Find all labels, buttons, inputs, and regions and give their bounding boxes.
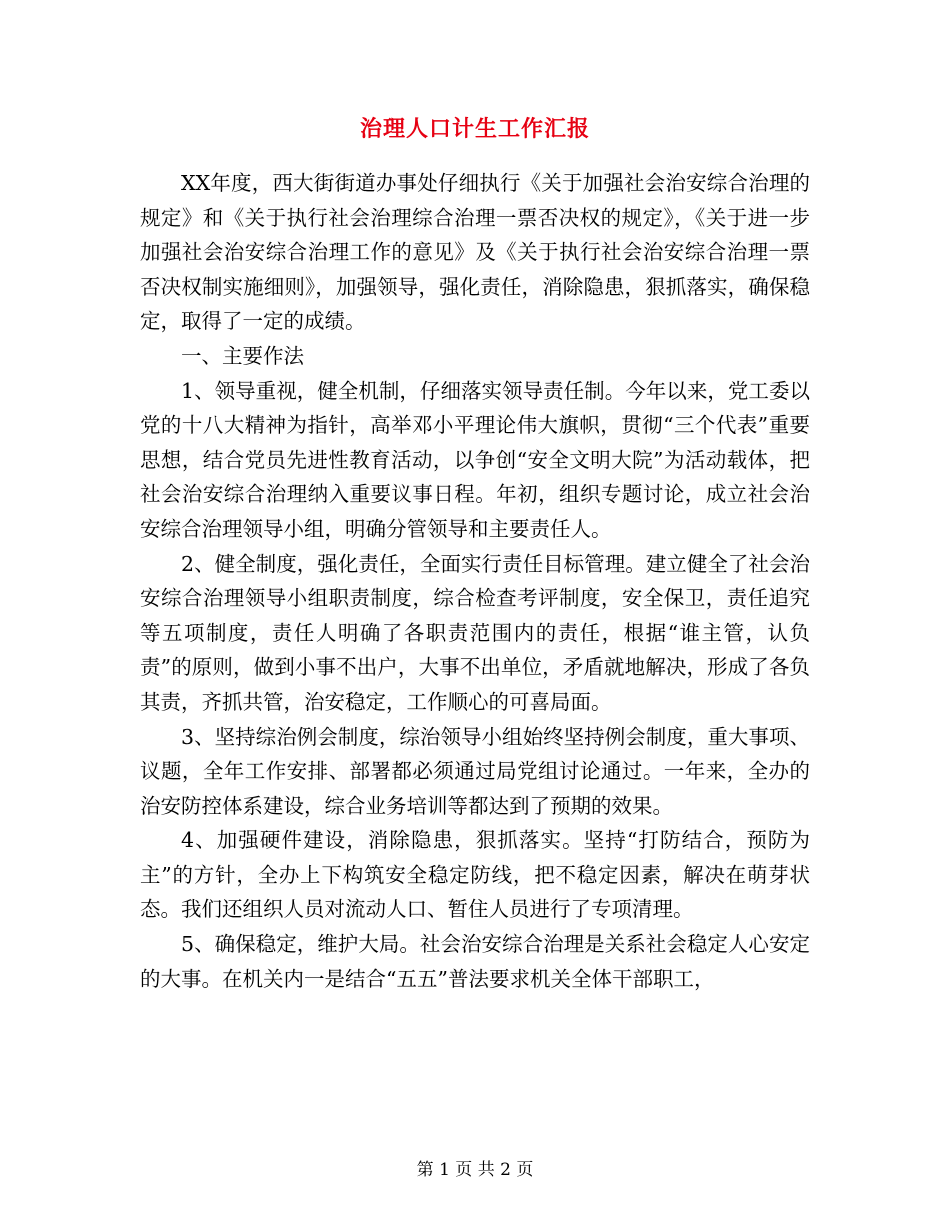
paragraph-intro: XX年度，西大街街道办事处仔细执行《关于加强社会治安综合治理的规定》和《关于执行社会治理综合治理一票否决权的规定》，《关于进一步加强社会治安综合治理工作的意见》及《关于执行社会治安综合治理一票否决权制实施细则》，加强领导，强化责任，消除隐患，狠抓落实，确保稳定，取得了一定的成绩。 [140, 171, 810, 334]
paragraph-item-1: 1、领导重视，健全机制，仔细落实领导责任制。今年以来，党工委以党的十八大精神为指针，高举邓小平理论伟大旗帜，贯彻“三个代表”重要思想，结合党员先进性教育活动，以争创“安全文明大院”为活动载体，把社会治安综合治理纳入重要议事日程。年初，组织专题讨论，成立社会治安综合治理领导小组，明确分管领导和主要责任人。 [140, 378, 810, 541]
document-title: 治理人口计生工作汇报 [359, 116, 590, 142]
section-heading-main-practices: 一、主要作法 [181, 343, 304, 368]
paragraph-item-3: 3、坚持综治例会制度，综治领导小组始终坚持例会制度，重大事项、议题，全年工作安排、部署都必须通过局党组讨论通过。一年来，全办的治安防控体系建设，综合业务培训等都达到了预期的效果。 [140, 724, 810, 818]
paragraph-item-4: 4、加强硬件建设，消除隐患，狠抓落实。坚持“打防结合，预防为主”的方针，全办上下构筑安全稳定防线，把不稳定因素，解决在萌芽状态。我们还组织人员对流动人口、暂住人员进行了专项清理。 [140, 828, 810, 922]
paragraph-item-5: 5、确保稳定，维护大局。社会治安综合治理是关系社会稳定人心安定的大事。在机关内一是结合“五五”普法要求机关全体干部职工， [140, 932, 810, 991]
paragraph-item-2: 2、健全制度，强化责任，全面实行责任目标管理。建立健全了社会治安综合治理领导小组职责制度，综合检查考评制度，安全保卫，责任追究等五项制度，责任人明确了各职责范围内的责任，根据“谁主管，认负责”的原则，做到小事不出户，大事不出单位，矛盾就地解决，形成了各负其责，齐抓共管，治安稳定，工作顺心的可喜局面。 [140, 551, 810, 714]
document-body [140, 166, 810, 996]
page-number-footer: 第 1 页 共 2 页 [416, 1160, 534, 1180]
